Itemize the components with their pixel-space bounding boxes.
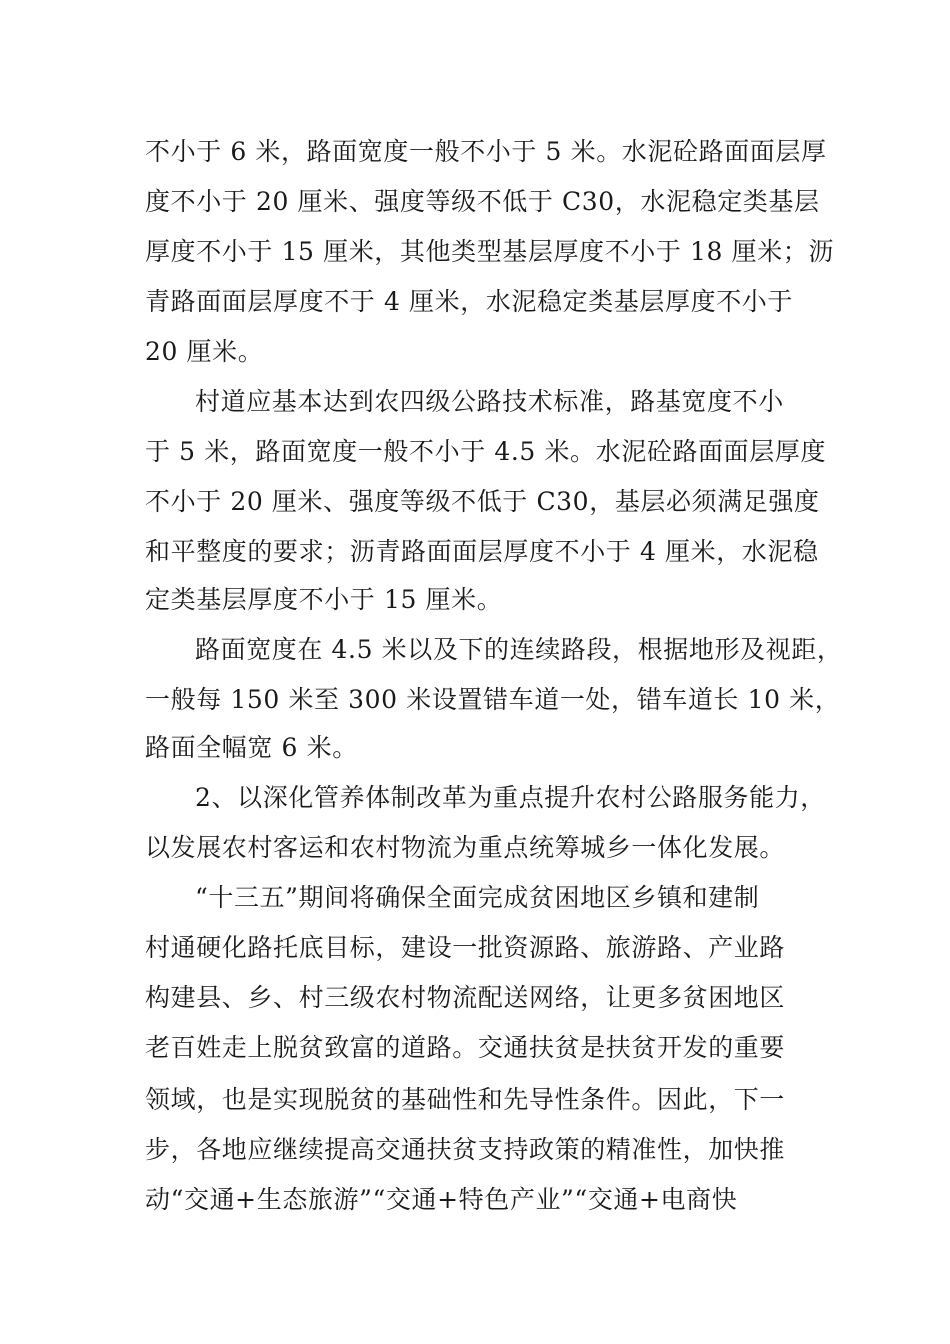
paragraph-start-line: “十三五”期间将确保全面完成贫困地区乡镇和建制 xyxy=(195,883,760,912)
text-line: 动“交通+生态旅游”“交通+特色产业”“交通+电商快 xyxy=(145,1185,738,1214)
text-line: 构建县、乡、村三级农村物流配送网络，让更多贫困地区 xyxy=(145,983,786,1012)
section-heading-line: 以发展农村客运和农村物流为重点统筹城乡一体化发展。 xyxy=(145,833,786,862)
text-line: 定类基层厚度不小于 15 厘米。 xyxy=(145,585,503,614)
text-line: 村通硬化路托底目标，建设一批资源路、旅游路、产业路 xyxy=(145,933,786,962)
text-line: 青路面面层厚度不于 4 厘米，水泥稳定类基层厚度不小于 xyxy=(145,287,794,316)
text-line: 路面全幅宽 6 米。 xyxy=(145,733,358,762)
text-line: 不小于 6 米，路面宽度一般不小于 5 米。水泥砼路面面层厚 xyxy=(145,137,827,166)
text-line: 领域，也是实现脱贫的基础性和先导性条件。因此，下一 xyxy=(145,1085,786,1114)
text-line: 和平整度的要求；沥青路面面层厚度不小于 4 厘米，水泥稳 xyxy=(145,537,819,566)
text-line: 不小于 20 厘米、强度等级不低于 C30，基层必须满足强度 xyxy=(145,487,820,516)
text-line: 于 5 米，路面宽度一般不小于 4.5 米。水泥砼路面面层厚度 xyxy=(145,437,827,466)
text-line: 一般每 150 米至 300 米设置错车道一处，错车道长 10 米， xyxy=(145,685,841,714)
text-line: 20 厘米。 xyxy=(145,337,264,366)
text-line: 度不小于 20 厘米、强度等级不低于 C30，水泥稳定类基层 xyxy=(145,187,820,216)
paragraph-start-line: 路面宽度在 4.5 米以及下的连续路段，根据地形及视距， xyxy=(195,635,843,664)
text-line: 老百姓走上脱贫致富的道路。交通扶贫是扶贫开发的重要 xyxy=(145,1033,786,1062)
text-line: 步，各地应继续提高交通扶贫支持政策的精准性，加快推 xyxy=(145,1135,786,1164)
text-line: 厚度不小于 15 厘米，其他类型基层厚度不小于 18 厘米；沥 xyxy=(145,237,835,266)
section-heading-line: 2、以深化管养体制改革为重点提升农村公路服务能力， xyxy=(195,783,826,812)
paragraph-start-line: 村道应基本达到农四级公路技术标准，路基宽度不小 xyxy=(195,387,784,416)
